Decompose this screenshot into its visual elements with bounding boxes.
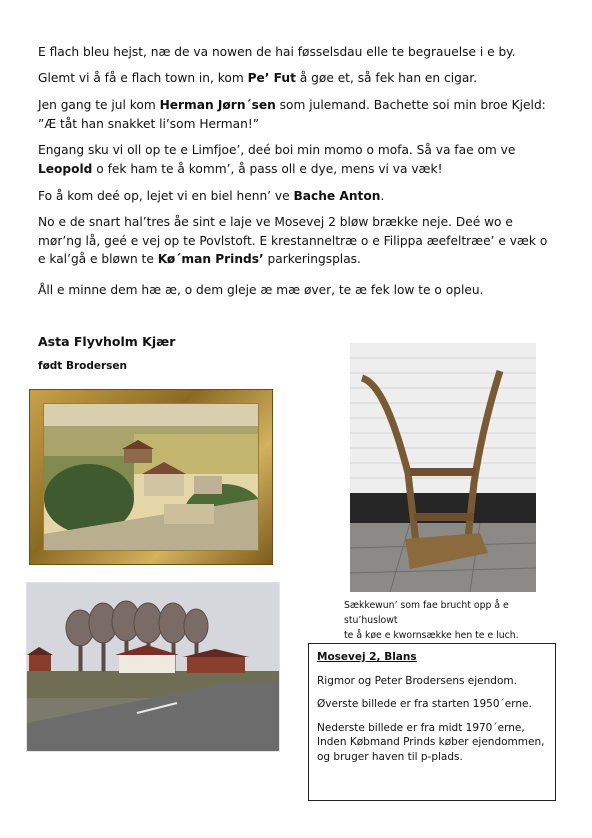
paragraph-7 — [38, 281, 558, 300]
paragraph-6 — [38, 213, 558, 269]
paragraph-2-segment: Glemt vi å få e flach town in, kom — [38, 71, 248, 85]
aerial-photo-image — [43, 403, 259, 551]
photo-caption — [344, 598, 549, 643]
paragraph-3-segment: Jen gang te jul kom — [38, 98, 160, 112]
author-name: Asta Flyvholm Kjær — [38, 334, 176, 349]
info-box — [308, 643, 556, 801]
paragraph-4-segment: o fek ham te å komm’, å pass oll e dye, mens vi va væk! — [92, 161, 443, 176]
paragraph-2 — [38, 69, 558, 88]
street-photo — [26, 582, 280, 752]
paragraph-2-segment: å gøe et, så fek han en cigar. — [295, 71, 478, 85]
info-box-title: Mosevej 2, Blans — [317, 651, 417, 663]
sack-barrow-drawing — [350, 343, 536, 592]
paragraph-3 — [38, 96, 558, 133]
paragraph-5 — [38, 187, 558, 206]
paragraph-5-segment: Bache Anton — [293, 189, 381, 203]
street-photo-drawing — [27, 583, 279, 751]
info-box-line-2: Øverste billede er fra starten 1950´erne. — [317, 698, 532, 710]
paragraph-1-segment: E flach bleu hejst, næ de va nowen de hai føsselsdau elle te begrauelse i e by. — [38, 45, 516, 59]
paragraph-4 — [38, 141, 558, 178]
paragraph-2-segment: Pe’ Fut — [247, 71, 296, 85]
paragraph-7-segment: Åll e minne dem hæ æ, o dem gleje æ mæ øver, te æ fek low te o opleu. — [38, 283, 484, 297]
paragraph-3-segment: som julemand. Bachette soi min broe Kjeld: ”Æ tåt han snakket li’som Herman!” — [38, 98, 546, 131]
sack-barrow-photo — [350, 343, 536, 592]
paragraph-4-segment: Engang sku vi oll op te e Limfjoe’, deé boi min momo o mofa. Så va fae om ve — [38, 143, 516, 157]
paragraph-1 — [38, 43, 558, 62]
caption-line-2: te å køe e kwornsække hen te e luch. — [344, 630, 519, 641]
aerial-photo-drawing — [44, 404, 258, 550]
paragraph-4-segment: Leopold — [38, 161, 93, 176]
paragraph-6-segment: parkeringsplas. — [263, 252, 361, 266]
info-box-line-3: Nederste billede er fra midt 1970´erne, Inden Købmand Prinds køber ejendommen, og bruger haven til p-plads. — [317, 721, 545, 763]
paragraph-3-segment: Herman Jørn´sen — [159, 98, 276, 112]
caption-line-1: Sækkewun’ som fae brucht opp å e stu’huslowt — [344, 600, 509, 626]
paragraph-6-segment: No e de snart hal’tres åe sint e laje ve Mosevej 2 bløw brække neje. Deé wo e mør’ng lå, geé e vej op te Povlstoft. E krestanneltræ o e Filippa æefeltræe’ e væk o e kal’gå e bløwn te — [38, 215, 548, 266]
paragraph-5-segment: Fo å kom deé op, lejet vi en biel henn’ ve — [38, 189, 294, 203]
info-box-line-1: Rigmor og Peter Brodersens ejendom. — [317, 674, 517, 687]
author-born: født Brodersen — [38, 360, 128, 372]
framed-aerial-photo — [29, 389, 273, 565]
paragraph-6-segment: Kø´man Prinds’ — [157, 252, 264, 266]
paragraph-5-segment: . — [380, 189, 385, 203]
